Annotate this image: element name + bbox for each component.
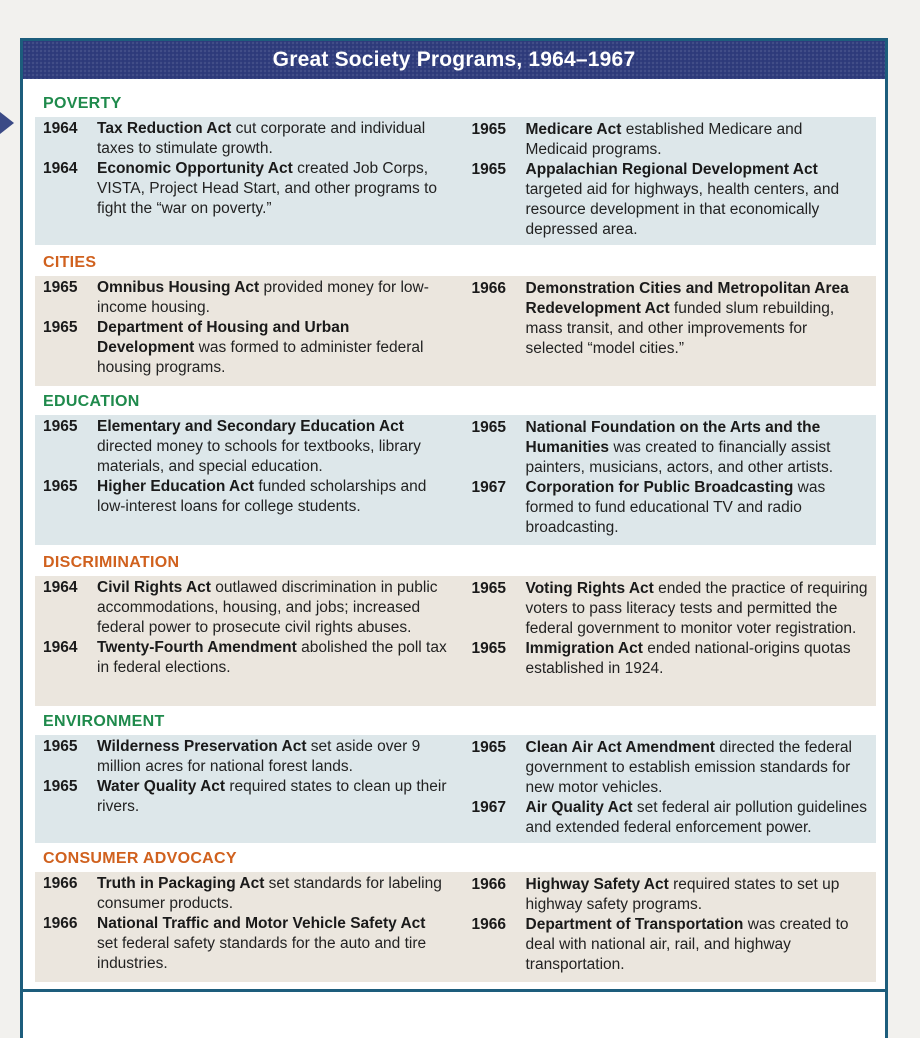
program-description: outlawed discrimination in public accommodations, housing, and jobs; increased federal power to prosecute civil rights abuses. — [97, 579, 438, 636]
program-year: 1967 — [471, 799, 506, 816]
program-description: abolished the poll tax in federal elections. — [97, 639, 447, 676]
program-name: Department of Housing and Urban Development — [97, 319, 350, 356]
program-year: 1966 — [43, 915, 78, 932]
program-text — [97, 737, 448, 777]
program-text — [97, 578, 448, 638]
program-entry — [472, 579, 869, 639]
program-description: was formed to fund educational TV and radio broadcasting. — [525, 479, 826, 536]
section-body — [35, 872, 876, 982]
program-text — [97, 874, 448, 914]
program-description: directed money to schools for textbooks, library materials, and special education. — [97, 438, 421, 475]
program-entry — [43, 417, 448, 477]
program-entry — [43, 638, 448, 678]
program-text — [97, 477, 448, 517]
program-description: directed the federal government to establish emission standards for new motor vehicles. — [525, 739, 852, 796]
program-description: funded slum rebuilding, mass transit, and other improvements for selected “model cities.” — [525, 300, 835, 357]
section-body — [35, 576, 876, 706]
right-column — [456, 117, 877, 245]
left-column — [35, 276, 456, 386]
program-year: 1966 — [471, 916, 506, 933]
program-year: 1964 — [43, 639, 78, 656]
program-entry — [472, 160, 869, 240]
program-entry — [43, 318, 448, 378]
program-name: Immigration Act — [525, 640, 643, 657]
program-entry — [472, 875, 869, 915]
program-year: 1965 — [471, 739, 506, 756]
program-name: Wilderness Preservation Act — [97, 738, 307, 755]
right-column — [456, 735, 877, 843]
program-description: funded scholarships and low-interest loans for college students. — [97, 478, 427, 515]
section-heading: DISCRIMINATION — [43, 554, 180, 571]
program-name: Medicare Act — [525, 121, 622, 138]
program-text — [97, 417, 448, 477]
program-text — [526, 478, 869, 538]
program-year: 1965 — [471, 640, 506, 657]
bottom-rule — [23, 989, 885, 992]
program-year: 1965 — [43, 738, 78, 755]
section-heading: EDUCATION — [43, 393, 140, 410]
program-name: Twenty-Fourth Amendment — [97, 639, 297, 656]
program-description: established Medicare and Medicaid programs. — [525, 121, 803, 158]
program-entry — [43, 777, 448, 817]
program-entry — [43, 159, 448, 219]
pointer-arrow-icon — [0, 112, 14, 134]
program-name: Clean Air Act Amendment — [525, 739, 715, 756]
program-text — [526, 579, 869, 639]
program-name: Air Quality Act — [525, 799, 633, 816]
program-text — [526, 738, 869, 798]
program-description: provided money for low-income housing. — [97, 279, 429, 316]
program-description: ended national-origins quotas established in 1924. — [525, 640, 851, 677]
program-year: 1966 — [43, 875, 78, 892]
program-name: Higher Education Act — [97, 478, 255, 495]
section-body — [35, 735, 876, 843]
program-name: Voting Rights Act — [525, 580, 654, 597]
section-body — [35, 415, 876, 545]
program-year: 1964 — [43, 579, 78, 596]
table-frame — [20, 38, 888, 1038]
program-entry — [43, 477, 448, 517]
program-year: 1964 — [43, 160, 78, 177]
program-text — [97, 638, 448, 678]
program-text — [97, 318, 448, 378]
program-text — [97, 777, 448, 817]
program-name: Tax Reduction Act — [97, 120, 232, 137]
program-year: 1967 — [471, 479, 506, 496]
program-year: 1965 — [471, 161, 506, 178]
right-column — [456, 415, 877, 545]
program-name: Omnibus Housing Act — [97, 279, 260, 296]
left-column — [35, 872, 456, 982]
program-description: set federal air pollution guidelines and extended federal enforcement power. — [525, 799, 867, 836]
program-year: 1965 — [43, 478, 78, 495]
program-entry — [43, 578, 448, 638]
program-year: 1965 — [43, 319, 78, 336]
right-column — [456, 576, 877, 706]
program-entry — [472, 915, 869, 975]
program-year: 1966 — [471, 876, 506, 893]
program-description: set federal safety standards for the auto and tire industries. — [97, 935, 427, 972]
program-description: was formed to administer federal housing programs. — [97, 339, 424, 376]
program-description: created Job Corps, VISTA, Project Head Start, and other programs to fight the “war on poverty.” — [97, 160, 438, 217]
program-year: 1965 — [43, 418, 78, 435]
program-name: Water Quality Act — [97, 778, 226, 795]
program-text — [526, 160, 869, 240]
section-body — [35, 117, 876, 245]
program-text — [526, 639, 869, 679]
program-description: cut corporate and individual taxes to stimulate growth. — [97, 120, 426, 157]
program-name: Economic Opportunity Act — [97, 160, 293, 177]
program-entry — [43, 914, 448, 974]
program-year: 1965 — [43, 279, 78, 296]
program-text — [97, 278, 448, 318]
left-column — [35, 576, 456, 706]
title-bar — [23, 41, 885, 79]
program-description: set aside over 9 million acres for national forest lands. — [97, 738, 421, 775]
program-text — [526, 798, 869, 838]
program-name: Truth in Packaging Act — [97, 875, 265, 892]
program-description: required states to set up highway safety programs. — [525, 876, 840, 913]
program-year: 1965 — [43, 778, 78, 795]
program-name: Department of Transportation — [525, 916, 744, 933]
program-text — [97, 119, 448, 159]
program-entry — [472, 120, 869, 160]
program-name: Elementary and Secondary Education Act — [97, 418, 404, 435]
program-description: required states to clean up their rivers. — [97, 778, 447, 815]
program-year: 1964 — [43, 120, 78, 137]
table-title: Great Society Programs, 1964–1967 — [272, 48, 636, 71]
program-entry — [43, 737, 448, 777]
program-year: 1966 — [471, 280, 506, 297]
left-column — [35, 117, 456, 245]
program-entry — [472, 639, 869, 679]
program-year: 1965 — [471, 419, 506, 436]
program-description: was created to deal with national air, rail, and highway transportation. — [525, 916, 849, 973]
program-entry — [43, 278, 448, 318]
right-column — [456, 276, 877, 386]
program-entry — [43, 119, 448, 159]
left-column — [35, 735, 456, 843]
section-heading: CITIES — [43, 254, 97, 271]
program-text — [526, 279, 869, 359]
program-entry — [43, 874, 448, 914]
program-name: National Traffic and Motor Vehicle Safety Act — [97, 915, 426, 932]
program-year: 1965 — [471, 580, 506, 597]
program-name: Corporation for Public Broadcasting — [525, 479, 794, 496]
section-heading: CONSUMER ADVOCACY — [43, 850, 237, 867]
section-heading: POVERTY — [43, 95, 122, 112]
program-entry — [472, 738, 869, 798]
program-text — [97, 914, 448, 974]
section-body — [35, 276, 876, 386]
left-column — [35, 415, 456, 545]
program-text — [97, 159, 448, 219]
program-text — [526, 418, 869, 478]
program-name: Demonstration Cities and Metropolitan Area Redevelopment Act — [525, 280, 849, 317]
right-column — [456, 872, 877, 982]
program-year: 1965 — [471, 121, 506, 138]
program-name: Civil Rights Act — [97, 579, 211, 596]
section-heading: ENVIRONMENT — [43, 713, 165, 730]
program-name: Highway Safety Act — [525, 876, 669, 893]
program-text — [526, 875, 869, 915]
program-text — [526, 120, 869, 160]
program-name: Appalachian Regional Development Act — [525, 161, 818, 178]
program-entry — [472, 478, 869, 538]
program-entry — [472, 798, 869, 838]
program-entry — [472, 279, 869, 359]
program-name: National Foundation on the Arts and the Humanities — [525, 419, 821, 456]
program-text — [526, 915, 869, 975]
program-description: set standards for labeling consumer products. — [97, 875, 442, 912]
program-description: targeted aid for highways, health centers, and resource development in that economically depressed area. — [525, 181, 840, 238]
program-entry — [472, 418, 869, 478]
program-description: was created to financially assist painters, musicians, actors, and other artists. — [525, 439, 834, 476]
program-description: ended the practice of requiring voters to pass literacy tests and permitted the federal government to monitor voter registration. — [525, 580, 868, 637]
